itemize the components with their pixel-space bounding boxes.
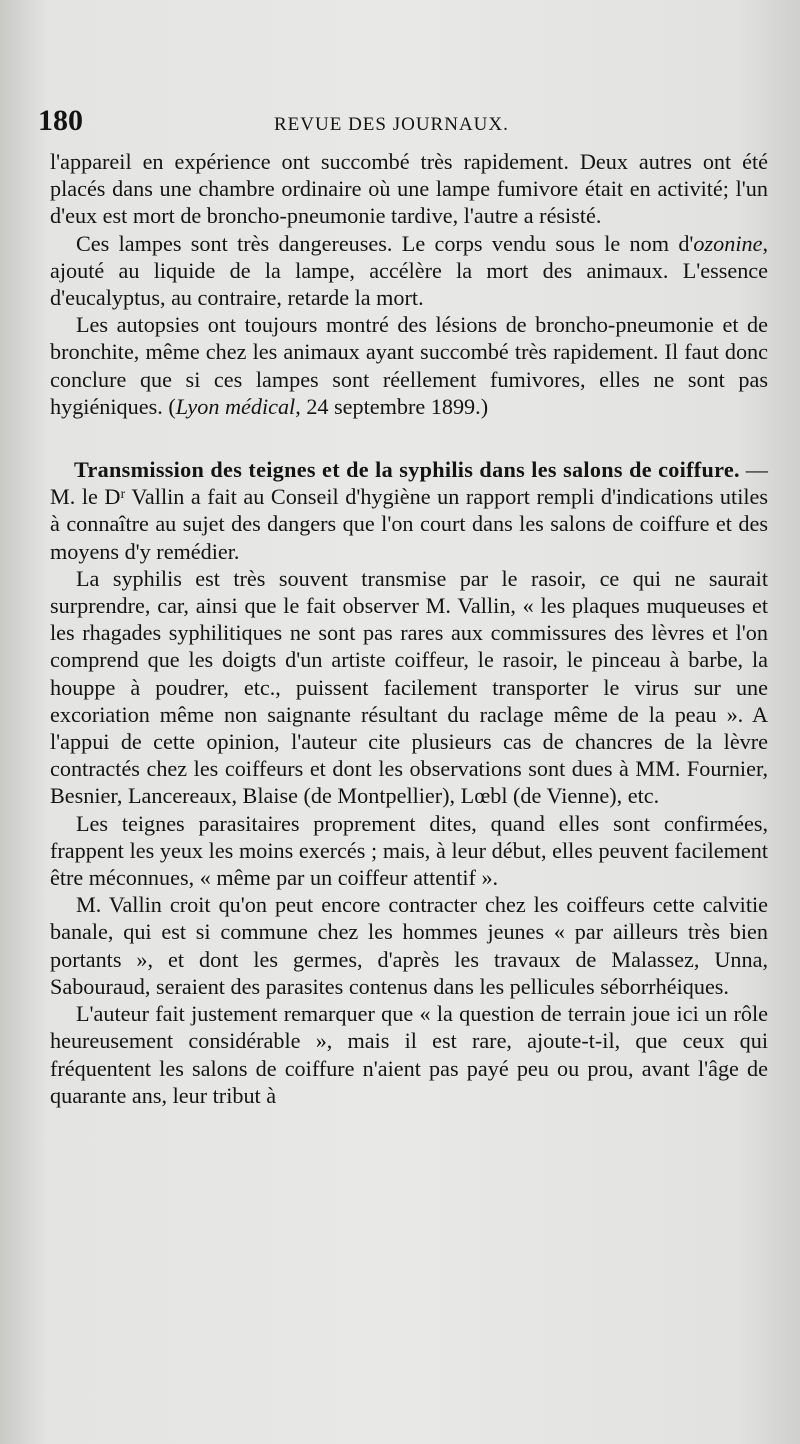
paragraph-text: M. Vallin croit qu'on peut encore contracter chez les coiffeurs cette calvitie banale, qui est si commune chez les hommes jeunes « par ailleurs très bien portants », et dont les germes, d'après les travaux de Malassez, Unna, Sabouraud, seraient des parasites contenus dans les pellicules séborrhéiques.	[50, 892, 768, 999]
section-paragraph	[50, 456, 768, 565]
paragraph-6	[50, 810, 768, 892]
paragraph-text: Ces lampes sont très dangereuses. Le corps vendu sous le nom d'	[76, 230, 694, 256]
article-body	[50, 148, 768, 1109]
paragraph-7	[50, 891, 768, 1000]
paragraph-text: L'auteur fait justement remarquer que « la question de terrain joue ici un rôle heureusement considérable », mais il est rare, ajoute-t-il, que ceux qui fréquentent les salons de coiffure n'aient pas payé peu ou prou, avant l'âge de quarante ans, leur tribut à	[50, 1001, 768, 1108]
paragraph-text: Les teignes parasitaires proprement dites, quand elles sont confirmées, frappent les yeux les moins exercés ; mais, à leur début, elles peuvent facilement être méconnues, « même par un coiffeur attentif ».	[50, 810, 768, 891]
italic-term: ozonine	[693, 230, 763, 256]
journal-title: REVUE DES JOURNAUX.	[274, 114, 509, 135]
paragraph-1	[50, 148, 768, 230]
paragraph-text: , 24 septembre 1899.)	[295, 393, 489, 419]
paragraph-text: — M. le Dʳ Vallin a fait au Conseil d'hygiène un rapport rempli d'indications utiles à connaître au sujet des dangers que l'on court dans les salons de coiffure et des moyens d'y remédier.	[50, 457, 768, 564]
citation-source: Lyon médical	[175, 393, 296, 419]
page-number: 180	[38, 104, 83, 137]
paragraph-text: , ajouté au liquide de la lampe, accélère la mort des animaux. L'essence d'eucalyptus, au contraire, retarde la mort.	[50, 230, 768, 311]
section-title: Transmission des teignes et de la syphilis dans les salons de coiffure.	[74, 457, 740, 483]
paragraph-8	[50, 1000, 768, 1109]
paragraph-2	[50, 230, 768, 312]
paragraph-5	[50, 565, 768, 810]
paragraph-text: La syphilis est très souvent transmise par le rasoir, ce qui ne saurait surprendre, car, ainsi que le fait observer M. Vallin, « les plaques muqueuses et les rhagades syphilitiques ne sont pas rares aux commissures des lèvres et l'on comprend que les doigts d'un artiste coiffeur, le rasoir, le pinceau à barbe, la houppe à poudrer, etc., puissent facilement transporter le virus sur une excoriation même non saignante résultant du raclage même de la peau ». A l'appui de cette opinion, l'auteur cite plusieurs cas de chancres de la lèvre contractés chez les coiffeurs et dont les observations sont dues à MM. Fournier, Besnier, Lancereaux, Blaise (de Montpellier), Lœbl (de Vienne), etc.	[50, 565, 768, 809]
paragraph-text: Les autopsies ont toujours montré des lésions de broncho-pneumonie et de bronchite, même chez les animaux ayant succombé très rapidement. Il faut donc conclure que si ces lampes sont réellement fumivores, elles ne sont pas hygiéniques. (	[50, 312, 768, 419]
paragraph-3	[50, 311, 768, 420]
running-header	[38, 104, 760, 144]
paragraph-text: l'appareil en expérience ont succombé très rapidement. Deux autres ont été placés dans une chambre ordinaire où une lampe fumivore était en activité; l'un d'eux est mort de broncho-pneumonie tardive, l'autre a résisté.	[50, 149, 768, 229]
